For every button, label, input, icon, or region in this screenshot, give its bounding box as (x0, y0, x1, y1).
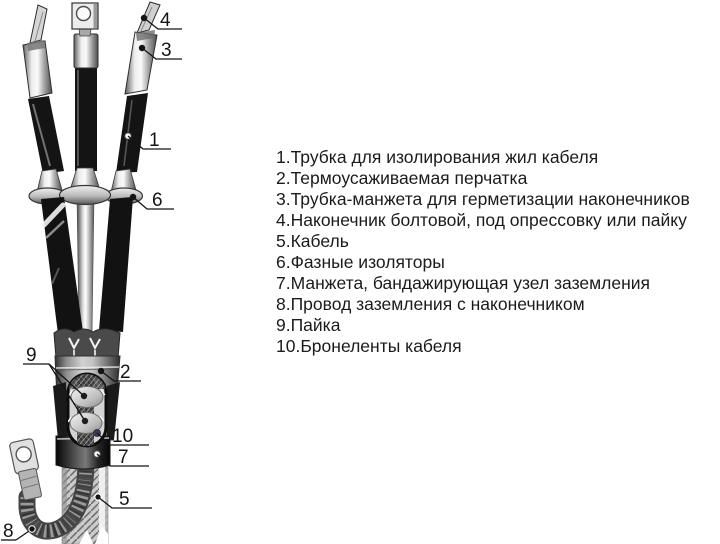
legend-item-6: 6.Фазные изоляторы (276, 252, 445, 272)
callout-4-number: 4 (160, 10, 171, 31)
legend (276, 147, 690, 357)
legend-item-9: 9.Пайка (276, 315, 341, 335)
legend-item-3: 3.Трубка-манжета для герметизации наконечников (276, 189, 690, 209)
legend-item-2: 2.Термоусаживаемая перчатка (276, 168, 528, 188)
right-core (99, 197, 133, 332)
callout-8-dot (29, 526, 35, 532)
lug-bolt-hole (77, 7, 91, 21)
callout-9-dot-upper (81, 393, 87, 399)
callout-7-number: 7 (118, 447, 129, 468)
callout-9-dot-lower (82, 418, 88, 424)
termination-diagram (0, 0, 220, 544)
sealing-sleeve-left (23, 41, 52, 98)
callout-6-number: 6 (152, 190, 163, 211)
callout-5-number: 5 (119, 489, 130, 510)
bolt-lug-middle (72, 3, 98, 29)
left-core-twisted (41, 197, 83, 334)
callout-3-number: 3 (161, 40, 172, 61)
legend-item-4: 4.Наконечник болтовой, под опрессовку или пайку (276, 210, 687, 230)
phase-insulator-middle (60, 186, 111, 205)
callout-10-number: 10 (112, 426, 134, 447)
legend-item-7: 7.Манжета, бандажирующая узел заземления (276, 273, 651, 293)
bolt-lug-left (30, 5, 47, 43)
sealing-sleeve-middle (74, 34, 98, 68)
legend-item-8: 8.Провод заземления с наконечником (276, 294, 585, 314)
legend-item-10: 10.Бронеленты кабеля (276, 336, 462, 356)
glove-crotch (54, 329, 120, 358)
left-phase-cable (23, 5, 64, 174)
legend-item-1: 1.Трубка для изолирования жил кабеля (276, 147, 599, 167)
sealing-sleeve-right (125, 32, 157, 94)
ground-lug (9, 438, 45, 501)
callout-2-number: 2 (120, 362, 131, 383)
callout-1-number: 1 (149, 130, 160, 151)
callout-8-number: 8 (3, 521, 14, 542)
callout-9-number: 9 (26, 345, 37, 366)
legend-item-5: 5.Кабель (276, 231, 349, 251)
